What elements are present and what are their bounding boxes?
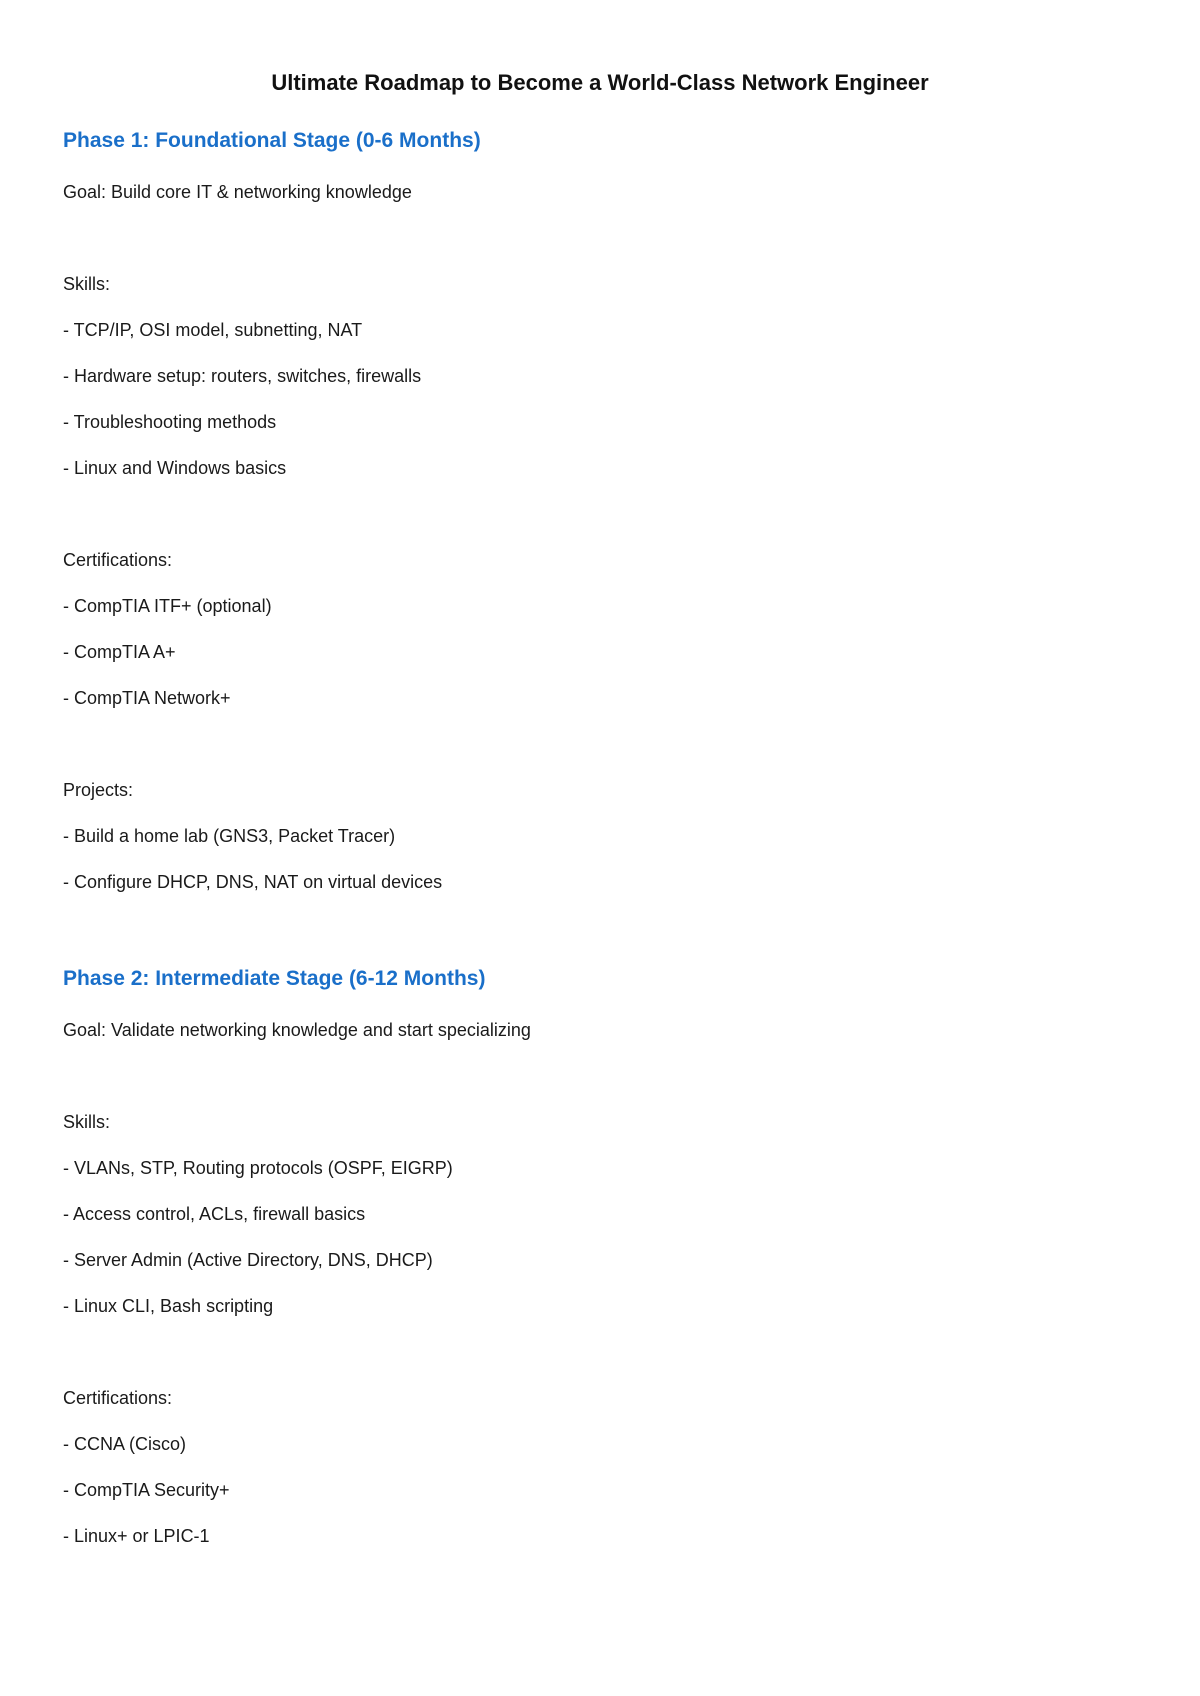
phase-1-skill-item: - Troubleshooting methods (63, 412, 277, 432)
phase-1-project-item: - Build a home lab (GNS3, Packet Tracer) (63, 826, 396, 846)
phase-1-skill-item: - TCP/IP, OSI model, subnetting, NAT (63, 320, 363, 340)
phase-1-certifications-label: Certifications: (63, 550, 173, 570)
phase-2-skill-item: - Access control, ACLs, firewall basics (63, 1204, 366, 1224)
phase-2-skill-item: - Linux CLI, Bash scripting (63, 1296, 274, 1316)
phase-2-heading: Phase 2: Intermediate Stage (6-12 Months) (63, 967, 486, 990)
phase-1-skills-label: Skills: (63, 274, 111, 294)
phase-1-certification-item: - CompTIA Network+ (63, 688, 231, 708)
phase-2-certification-item: - CCNA (Cisco) (63, 1434, 187, 1454)
phase-2-skills-label: Skills: (63, 1112, 111, 1132)
phase-1-goal: Goal: Build core IT & networking knowledge (63, 182, 412, 202)
phase-2-skill-item: - VLANs, STP, Routing protocols (OSPF, EIGRP) (63, 1158, 453, 1178)
phase-2-goal: Goal: Validate networking knowledge and start specializing (63, 1020, 531, 1040)
phase-2-certification-item: - Linux+ or LPIC-1 (63, 1526, 210, 1546)
phase-1-heading: Phase 1: Foundational Stage (0-6 Months) (63, 129, 481, 152)
phase-2-skill-item: - Server Admin (Active Directory, DNS, DHCP) (63, 1250, 433, 1270)
document-title: Ultimate Roadmap to Become a World-Class Network Engineer (271, 70, 929, 95)
phase-1-skill-item: - Hardware setup: routers, switches, firewalls (63, 366, 422, 386)
phase-1-certification-item: - CompTIA ITF+ (optional) (63, 596, 272, 616)
phase-1-certification-item: - CompTIA A+ (63, 642, 176, 662)
phase-1-skill-item: - Linux and Windows basics (63, 458, 287, 478)
phase-1-project-item: - Configure DHCP, DNS, NAT on virtual devices (63, 872, 443, 892)
phase-2-certification-item: - CompTIA Security+ (63, 1480, 230, 1500)
phase-2-certifications-label: Certifications: (63, 1388, 173, 1408)
phase-1-projects-label: Projects: (63, 780, 134, 800)
